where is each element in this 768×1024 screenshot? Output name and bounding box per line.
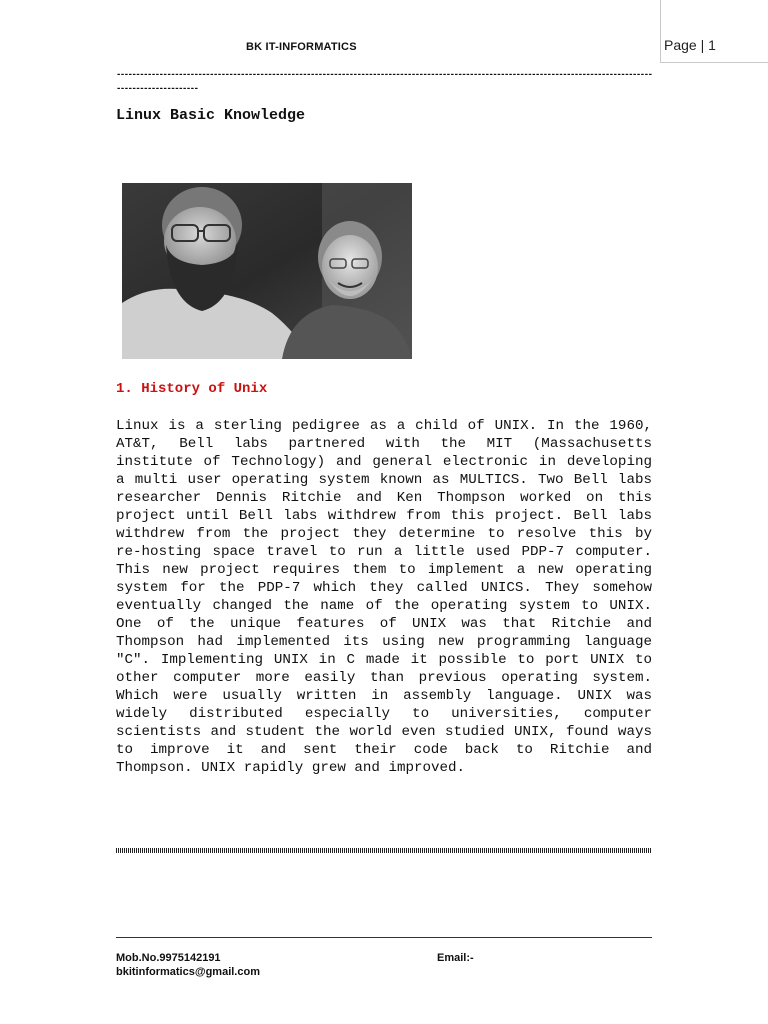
section-divider — [116, 848, 652, 853]
dashed-separator: --------------------------------------------------------------------------------------------------------------------------------------------------------------- — [117, 69, 653, 94]
footer-email-label: Email:- — [437, 952, 474, 964]
section-heading: 1. History of Unix — [116, 381, 268, 397]
footer-email: bkitinformatics@gmail.com — [116, 966, 260, 978]
footer-mobile: Mob.No.9975142191 — [116, 952, 221, 964]
photo-image — [122, 183, 412, 359]
document-title: Linux Basic Knowledge — [116, 107, 306, 124]
page-number-box — [660, 0, 768, 63]
body-paragraph: Linux is a sterling pedigree as a child of UNIX. In the 1960, AT&T, Bell labs partnered with the MIT (Massachusetts institute of Technology) and general electronic in developing a multi user operating system known as MULTICS. Two Bell labs researcher Dennis Ritchie and Ken Thompson worked on this project until Bell labs withdrew from this project. Bell labs withdrew from the project they determine to resolve this by re-hosting space travel to run a little used PDP-7 computer. This new project requires them to implement a new operating system for the PDP-7 which they called UNICS. They somehow eventually changed the name of the operating system to UNIX. One of the unique features of UNIX was that Ritchie and Thompson had implemented its using new programming language "C". Implementing UNIX in C made it possible to port UNIX to other computer more easily than previous operating system. Which were usually written in assembly language. UNIX was widely distributed especially to universities, computer scientists and student the world even studied UNIX, found ways to improve it and sent their code back to Ritchie and Thompson. UNIX rapidly grew and improved. — [116, 418, 652, 776]
header-title: BK IT-INFORMATICS — [246, 41, 357, 53]
footer-divider — [116, 937, 652, 938]
page-number: Page | 1 — [664, 37, 716, 53]
